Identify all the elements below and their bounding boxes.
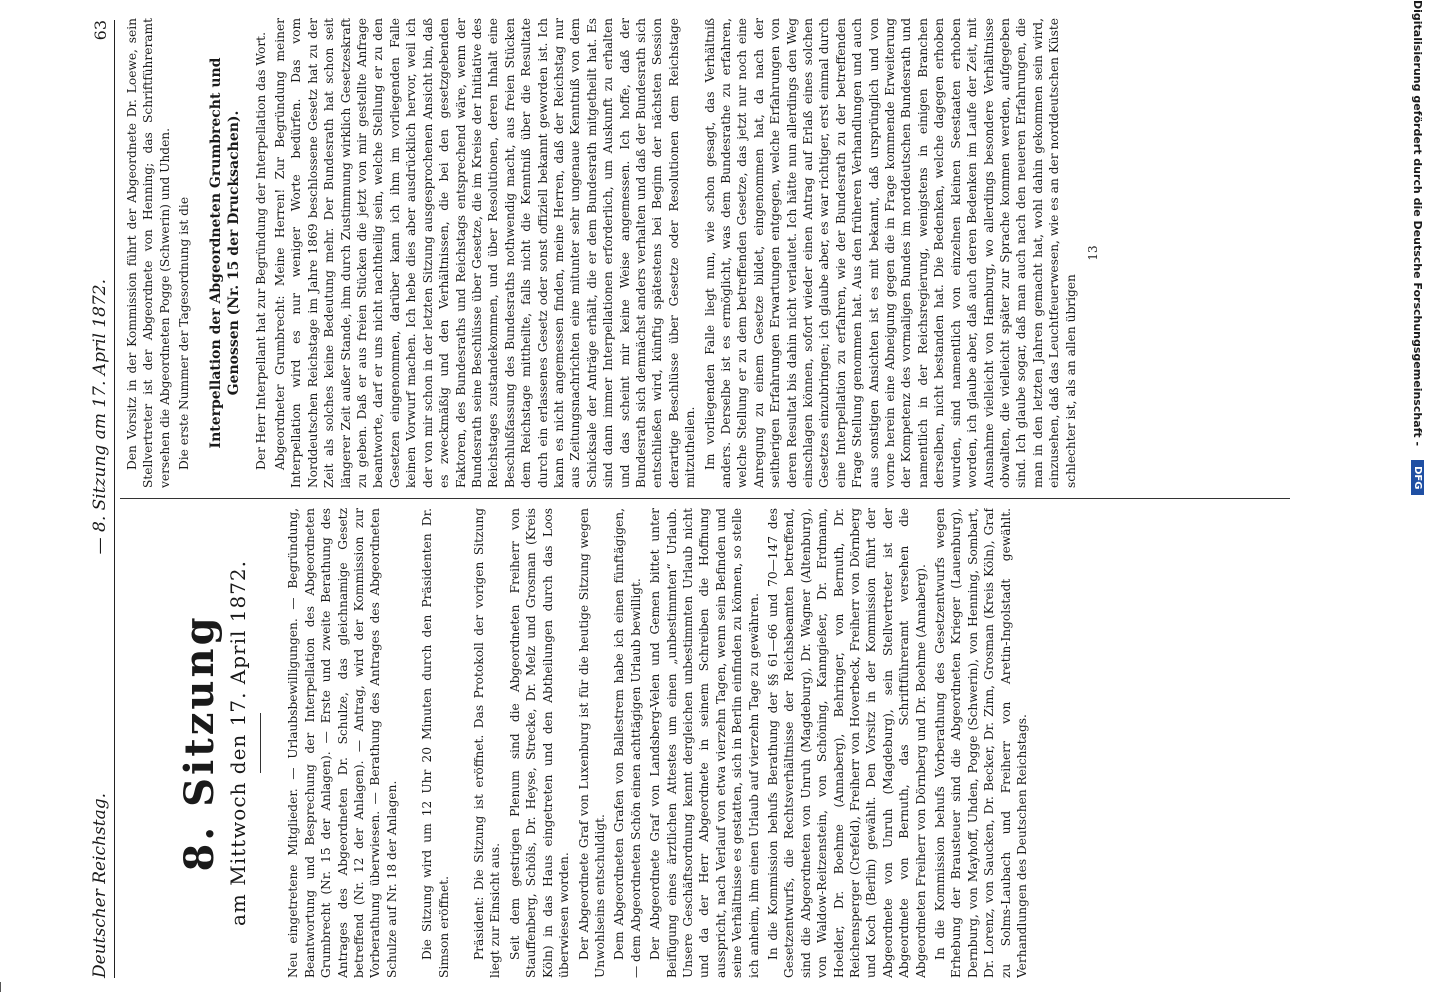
divider	[260, 713, 261, 773]
paragraph: Präsident: Die Sitzung ist eröffnet. Das Protokoll der vorigen Sitzung liegt zur Einsicht aus.	[472, 508, 503, 978]
paragraph: Die erste Nummer der Tagesordnung ist die	[177, 196, 192, 470]
section-heading: Interpellation der Abgeordneten Grumbrecht und Genossen (Nr. 15 der Drucksachen).	[207, 57, 242, 449]
paragraph: Der Abgeordnete Graf von Landsberg-Velen und Gemen bittet unter Beifügung eines ärztlichen Attestes um einen „unbestimmten“ Urlaub. Unsere Geschäftsordnung kennt dergleichen unbestimmten Urlaub nicht und da der Herr Abgeordnete in seinem Schreiben die Hoffnung ausspricht, nach Verlauf von etwa vierzehn Tagen, wenn sein Befinden und seine Verhältnisse es gestatten, sich in Berlin einfinden zu können, so stelle ich anheim, ihm einen Urlaub auf vierzehn Tage zu gewähren.	[648, 508, 761, 978]
opening-paragraph: Die Sitzung wird um 12 Uhr 20 Minuten durch den Präsidenten Dr. Simson eröffnet.	[420, 508, 451, 978]
agenda-summary: Neu eingetretene Mitglieder. — Urlaubsbewilligungen. — Begründung, Beantwortung und Besprechung der Interpellation des Abgeordneten Grumbrecht (Nr. 15 der Anlagen). — Erste und zweite Berathung des Antrages des Abgeordneten Dr. Schulze, das gleichnamige Gesetz betreffend (Nr. 12 der Anlagen). — Antrag, wird der Kommission zur Vorberathung überwiesen. — Berathung des Antrages des Abgeordneten Schulze auf Nr. 18 der Anlagen.	[286, 508, 399, 978]
running-head-left: Deutscher Reichstag.	[90, 793, 110, 978]
left-column	[124, 508, 1342, 978]
spacer	[403, 508, 419, 978]
paragraph: Den Vorsitz in der Kommission führt der Abgeordnete Dr. Loewe, sein Stellvertreter ist der Abgeordnete von Henning; das Schriftführeramt versehen die Abgeordneten Pogge (Schwerin) und Uhden.	[125, 18, 172, 488]
paragraph: Der Herr Interpellant hat zur Begründung der Interpellation das Wort.	[253, 32, 268, 470]
paragraph: Der Abgeordnete Graf von Luxenburg ist für die heutige Sitzung wegen Unwohlseins entschuldigt.	[576, 508, 607, 978]
dfg-logo: DFG	[1412, 460, 1425, 495]
paragraph: Dem Abgeordneten Grafen von Ballestrem habe ich einen fünftägigen, — dem Abgeordneten Schön einen achttägigen Urlaub bewilligt.	[612, 508, 643, 978]
digitization-stamp	[1404, 0, 1432, 1000]
session-date: am Mittwoch den 17. April 1872.	[226, 559, 250, 927]
paragraph: Abgeordneter Grumbrecht: Meine Herren! Zur Begründung meiner Interpellation wird es nur weniger Worte bedürfen. Das vom Norddeutschen Reichstage im Jahre 1869 beschlossene Gesetz hat zu der Zeit als solches keine Bedeutung mehr. Der Bundesrath hat schon seit längerer Zeit außer Stande, ihm durch Zustimmung wirklich Gesetzeskraft zu geben. Daß er aus freien Stücken die jetzt von mir gestellte Anfrage beantworte, darf er uns nicht nachtheilig sein, welche Stellung er zu den Gesetzen eingenommen, darüber kann ich ihm im vorliegenden Falle keinen Vorwurf machen. Ich hebe dies aber ausdrücklich hervor, weil ich der von mir schon in der letzten Sitzung ausgesprochenen Ansicht bin, daß es zweckmäßig und den Verhältnissen, die bei den gesetzgebenden Faktoren, des Bundesraths und Reichstags entsprechend wäre, wenn der Bundesrath seine Beschlüsse über Gesetze, die im Kreise der Initiative des Reichstages zustandekommen, und über Resolutionen, deren Inhalt eine Beschlußfassung des Bundesraths nothwendig macht, aus freien Stücken dem Reichstage mittheilte, falls nicht die Kenntniß über die Resultate durch ein erlassenes Gesetz oder sonst offiziell bekannt geworden ist. Ich kann es nicht angemessen finden, meine Herren, daß der Reichstag nur aus Zeitungsnachrichten eine mitunter sehr ungenaue Kenntniß von dem Schicksale der Anträge erhält, die er dem Bundesrath mitgetheilt hat. Es sind dann immer Interpellationen erforderlich, um Auskunft zu erhalten und das scheint mir keine Weise angemessen. Ich hoffe, daß der Bundesrath sich demnächst anders verhalten und daß der Bundesrath sich entschließen wird, künftig spätestens bei Beginn der nächsten Session derartige Beschlüsse über Gesetze oder Resolutionen dem Reichstage mitzutheilen.	[273, 18, 698, 488]
signature-mark: 13	[1085, 245, 1100, 261]
spacer	[455, 508, 471, 978]
digitization-stamp-line	[1404, 0, 1432, 1000]
running-head-center: — 8. Sitzung am 17. April 1872.	[90, 278, 110, 555]
paragraph: Im vorliegenden Falle liegt nun, wie schon gesagt, das Verhältniß anders. Derselbe ist es ermöglicht, was dem Bundesrathe zu erfahren, welche Stellung er zu dem betreffenden Gesetze, das jetzt nur noch eine Anregung zu einem Gesetze bildet, eingenommen hat, da nach der seitherigen Erfahrungen Erwartungen entgegen, welche Erfahrungen von deren Resultat bis dahin nicht verlautet. Ich hätte nun allerdings den Weg einschlagen können, sofort wieder einen Antrag auf Erlaß eines solchen Gesetzes einzubringen; ich glaube aber, es war richtiger, erst einmal durch eine Interpellation zu erfahren, wie der Bundesrath zu der betreffenden Frage Stellung genommen hat. Aus den früheren Verhandlungen und auch aus sonstigen Ansichten ist es mit bekannt, daß ursprünglich und von vorne herein eine Abneigung gegen die in Frage kommende Erweiterung der Kompetenz des vormaligen Bundes im norddeutschen Bundesrath und namentlich in der Reichsregierung, wenigstens in einigen Branchen derselben, nicht bestanden hat. Die Bedenken, welche dagegen erhoben wurden, sind namentlich von einzelnen kleinen Seestaaten erhoben worden, ich glaube aber, daß auch deren Bedenken im Laufe der Zeit, mit Ausnahme vielleicht von Hamburg, wo allerdings besondere Verhältnisse obwalten, die vielleicht später zur Sprache kommen werden, aufgegeben sind. Ich glaube sogar, daß man auch nach den neueren Erfahrungen, die man in den letzten Jahren gemacht hat, wohl dahin gekommen sein wird, einzusehen, daß das Leuchtfeuerwesen, wie es an der norddeutschen Küste schlechter ist, als an allen übrigen	[702, 18, 1078, 488]
right-column	[124, 18, 1342, 488]
stamp-text: Digitalisierung gefördert durch die Deutsche Forschungsgemeinschaft -	[1411, 0, 1425, 447]
paragraph: In die Kommission behufs Vorberathung des Gesetzentwurfs wegen Erhebung der Brausteuer sind die Abgeordneten Krieger (Lauenburg), Dernburg, von Mayhoff, Uhden, Pogge (Schwerin), von Henning, Sombart, Dr. Lorenz, von Saucken, Dr. Becker, Dr. Zinn, Grosman (Kreis Köln), Graf zu Solms-Laubach und Freiherr von Aretin-Ingolstadt gewählt. Verhandlungen des Deutschen Reichstags.	[933, 508, 1030, 978]
page-number: 63	[91, 20, 110, 41]
paragraph: Seit dem gestrigen Plenum sind die Abgeordneten Freiherr von Stauffenberg, Schöls, Dr. Heyse, Strecke, Dr. Melz und Grosman (Kreis Köln) in das Haus eingetreten und den Abtheilungen durch das Loos überwiesen worden.	[507, 508, 572, 978]
running-head	[70, 20, 115, 978]
edge-mark	[0, 982, 7, 992]
session-title: 8. Sitzung	[176, 614, 223, 872]
rotated-page	[50, 0, 1382, 1000]
column-rule	[120, 498, 1290, 499]
paragraph: In die Kommission behufs Berathung der §§ 61—66 und 70—147 des Gesetzentwurfs, die Rechtsverhältnisse der Reichsbeamten betreffend, sind die Abgeordneten von Unruh (Magdeburg), Dr. Wagner (Altenburg), von Waldow-Reitzenstein, von Schöning, Kanngießer, Dr. Erdmann, Hoelder, Dr. Boehme (Annaberg), Behringer, von Bernuth, Dr. Reichensperger (Crefeld), Freiherr von Hoverbeck, Freiherr von Dörnberg und Koch (Berlin) gewählt. Den Vorsitz in der Kommission führt der Abgeordnete von Unruh (Magdeburg), sein Stellvertreter ist der Abgeordnete von Bernuth, das Schriftführeramt versehen die Abgeordneten Freiherr von Dörnberg und Dr. Boehme (Annaberg).	[765, 508, 928, 978]
